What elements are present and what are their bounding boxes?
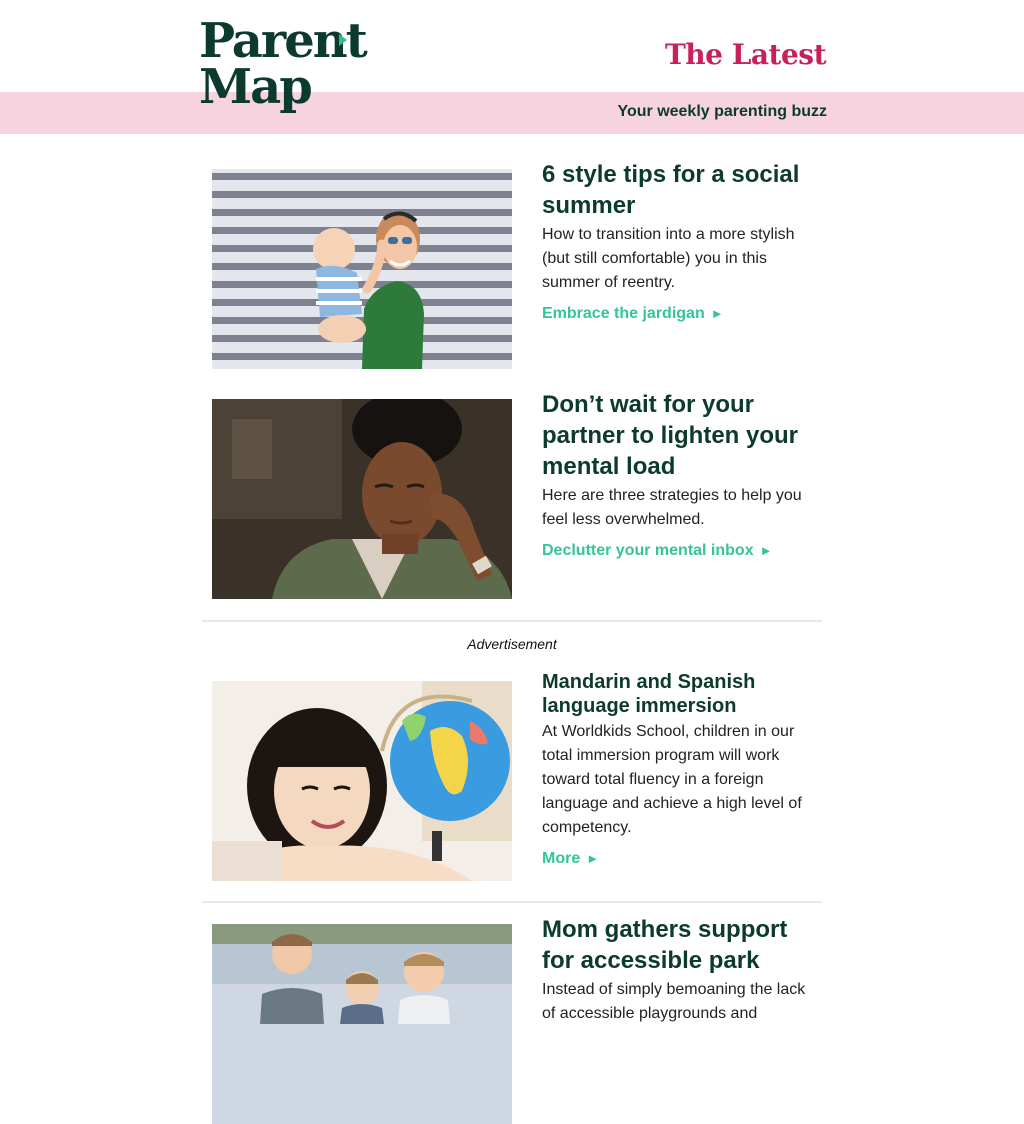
logo-triangle-icon [339, 34, 347, 46]
advertisement-label: Advertisement [467, 636, 557, 652]
article-title[interactable]: Mom gathers support for accessible park [542, 916, 788, 974]
section-divider [202, 620, 822, 622]
mother-baby-photo [212, 169, 512, 369]
article-card [212, 161, 822, 369]
newsletter-header [0, 0, 1024, 134]
article-description: Instead of simply bemoaning the lack of accessible playgrounds and [542, 981, 806, 1022]
play-arrow-icon: ► [586, 851, 600, 866]
article-description: Here are three strategies to help you feel less overwhelmed. [542, 487, 802, 528]
parentmap-logo[interactable] [199, 13, 366, 115]
article-image[interactable] [212, 169, 512, 369]
article-cta-link[interactable] [542, 542, 772, 560]
three-boys-photo [212, 924, 512, 1124]
ad-card [212, 671, 822, 881]
article-description: At Worldkids School, children in our total immersion program will work toward total fluency in a foreign language and achieve a high level of competency. [542, 723, 802, 836]
article-title[interactable]: Don’t wait for your partner to lighten your mental load [542, 391, 799, 480]
play-arrow-icon: ► [710, 306, 724, 321]
tagline-banner [0, 92, 1024, 134]
article-image[interactable] [212, 399, 512, 599]
article-text [542, 159, 822, 323]
article-text [542, 389, 822, 560]
cta-label: More [542, 850, 581, 867]
section-title: The Latest [664, 38, 826, 71]
article-text [542, 670, 822, 868]
section-divider [202, 901, 822, 903]
article-image[interactable] [212, 681, 512, 881]
article-card [212, 916, 822, 1124]
article-cta-link[interactable] [542, 850, 599, 868]
tagline: Your weekly parenting buzz [617, 103, 827, 120]
logo-word-map: Map [199, 59, 311, 115]
girl-with-globe-photo [212, 681, 512, 881]
article-image[interactable] [212, 924, 512, 1124]
article-description: How to transition into a more stylish (but still comfortable) you in this summer of reentry. [542, 226, 795, 291]
play-arrow-icon: ► [759, 543, 773, 558]
cta-label: Embrace the jardigan [542, 305, 705, 322]
logo-word-parent: Parent [199, 13, 366, 69]
article-card [212, 391, 822, 599]
article-cta-link[interactable] [542, 305, 724, 323]
article-title[interactable]: 6 style tips for a social summer [542, 161, 800, 219]
cta-label: Declutter your mental inbox [542, 542, 754, 559]
article-title[interactable]: Mandarin and Spanish language immersion [542, 671, 756, 717]
pensive-woman-photo [212, 399, 512, 599]
article-text [542, 914, 822, 1026]
